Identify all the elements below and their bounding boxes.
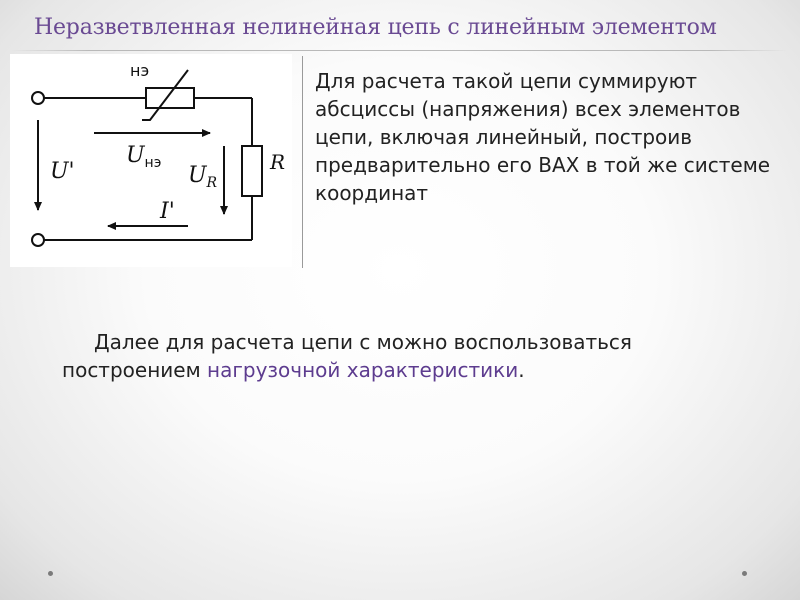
u-ne-label: $U_{нэ}$ xyxy=(126,143,162,171)
slide-title: Неразветвленная нелинейная цепь с линейным элементом xyxy=(34,15,717,40)
current-label: I' xyxy=(160,199,175,224)
paragraph-2-text: Далее для расчета цепи с можно воспользоваться построением xyxy=(62,330,632,382)
terminal-bottom xyxy=(32,234,44,246)
vertical-divider xyxy=(302,56,303,268)
resistor-label: R xyxy=(270,150,286,174)
nonlinear-element xyxy=(142,70,194,120)
u-total-label: U' xyxy=(50,159,75,184)
paragraph-2 xyxy=(62,328,762,384)
circuit-diagram xyxy=(10,54,292,267)
circuit-svg xyxy=(10,54,292,267)
u-r-label: $U_R$ xyxy=(188,163,218,191)
title-divider xyxy=(11,50,787,51)
resistor xyxy=(242,146,262,196)
paragraph-1: Для расчета такой цепи суммируют абсциссы (напряжения) всех элементов цепи, включая линейный, построив предварительно его ВАХ в той же системе координат xyxy=(315,69,771,205)
load-characteristic-link[interactable]: нагрузочной характеристики xyxy=(207,358,519,382)
paragraph-2-end: . xyxy=(518,358,525,382)
corner-dot-left xyxy=(48,571,53,576)
element-label: нэ xyxy=(130,61,150,80)
corner-dot-right xyxy=(742,571,747,576)
terminal-top xyxy=(32,92,44,104)
